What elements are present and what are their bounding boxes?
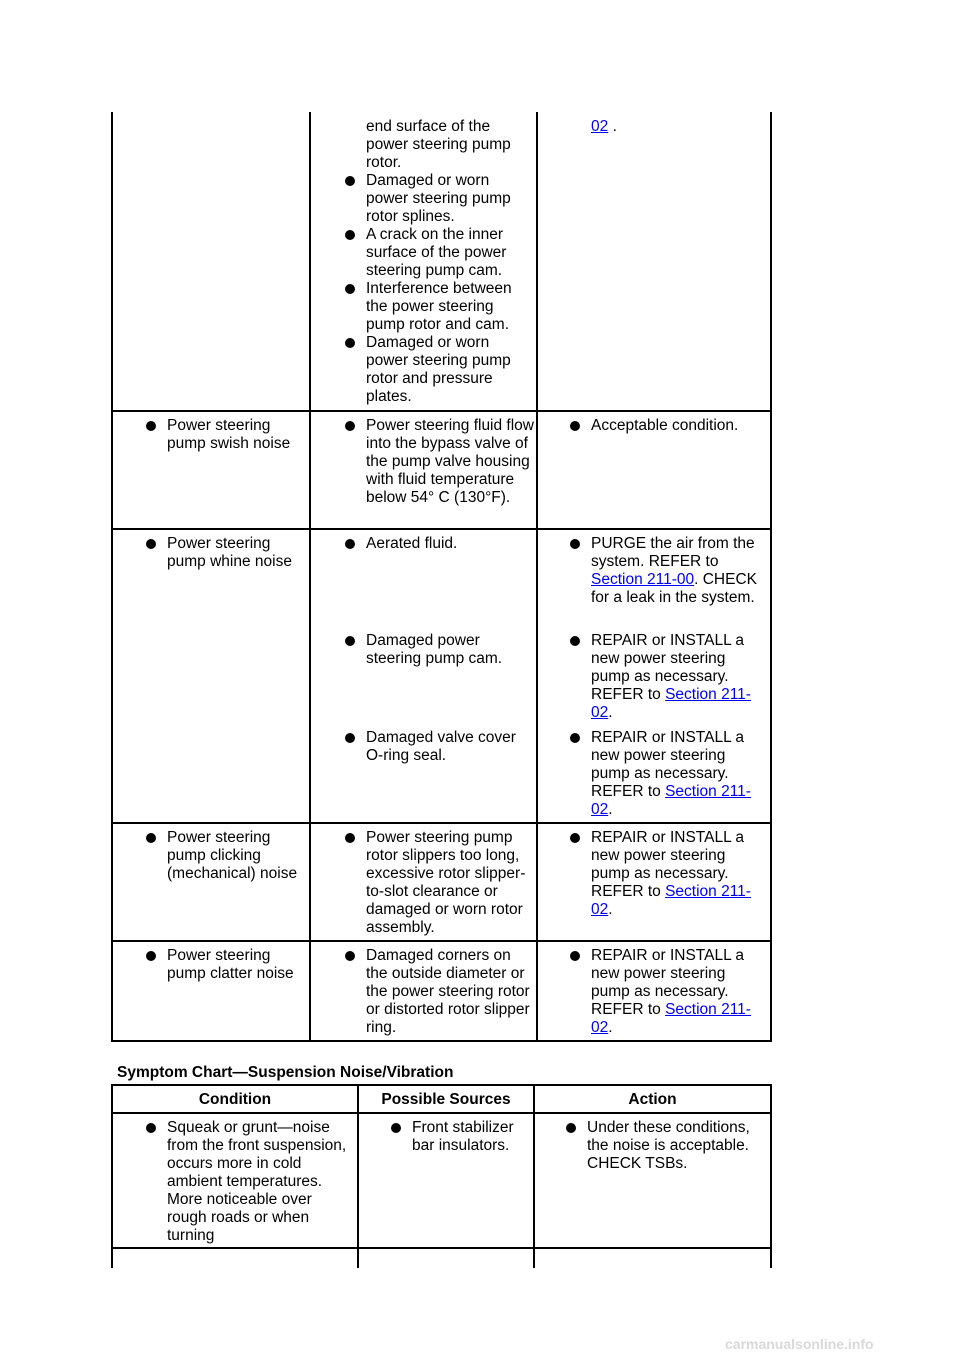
action-cell bbox=[563, 417, 768, 435]
table-border-right bbox=[770, 112, 772, 1042]
row-separator bbox=[111, 410, 772, 412]
source-cell bbox=[338, 632, 534, 668]
list-item: REPAIR or INSTALL a new power steering pump as necessary. REFER to Section 211-02. bbox=[563, 947, 768, 1037]
list-item: A crack on the inner surface of the power steering pump cam. bbox=[338, 226, 528, 280]
section-link[interactable]: Section 211-02 bbox=[591, 686, 751, 721]
list-item: Under these conditions, the noise is acceptable. CHECK TSBs. bbox=[559, 1119, 767, 1173]
table-border-bottom bbox=[111, 1040, 772, 1042]
section-link[interactable]: Section 211-00 bbox=[591, 571, 695, 588]
table-border-left bbox=[111, 112, 113, 1042]
watermark: carmanualsonline.info bbox=[725, 1336, 874, 1352]
source-cell bbox=[338, 535, 534, 553]
condition-cell bbox=[139, 535, 304, 571]
action-cell bbox=[563, 829, 768, 919]
condition-cell bbox=[139, 1119, 354, 1245]
list-item: Damaged or worn power steering pump rotor and pressure plates. bbox=[338, 334, 528, 406]
list-item: Damaged or worn power steering pump rotor splines. bbox=[338, 172, 528, 226]
list-item: Power steering pump rotor slippers too long, excessive rotor slipper-to-slot clearance or damaged or worn rotor assembly. bbox=[338, 829, 534, 937]
action-cell bbox=[563, 632, 768, 722]
sources-list bbox=[338, 118, 528, 406]
table-border-left bbox=[111, 1084, 113, 1268]
source-cell bbox=[384, 1119, 529, 1155]
list-item: REPAIR or INSTALL a new power steering pump as necessary. REFER to Section 211-02. bbox=[563, 829, 768, 919]
action-cell bbox=[559, 1119, 767, 1173]
condition-cell bbox=[139, 829, 307, 883]
list-item: Interference between the power steering pump rotor and cam. bbox=[338, 280, 528, 334]
list-item: Power steering pump whine noise bbox=[139, 535, 304, 571]
column-header-condition: Condition bbox=[198, 1091, 272, 1108]
section-link[interactable]: Section 211-02 bbox=[591, 1001, 751, 1036]
list-item: PURGE the air from the system. REFER to Section 211-00. CHECK for a leak in the system. bbox=[563, 535, 768, 607]
action-cell bbox=[563, 947, 768, 1037]
table-divider-2 bbox=[536, 112, 538, 1042]
row-separator bbox=[111, 528, 772, 530]
list-item: Power steering pump clatter noise bbox=[139, 947, 304, 983]
list-item: Power steering pump swish noise bbox=[139, 417, 304, 453]
source-cell bbox=[338, 729, 534, 765]
section-link[interactable]: 02 bbox=[591, 118, 609, 135]
condition-cell bbox=[139, 947, 304, 983]
list-item: Squeak or grunt—noise from the front suspension, occurs more in cold ambient temperatures. More noticeable over rough roads or when turning bbox=[139, 1119, 354, 1245]
header-separator bbox=[111, 1112, 772, 1114]
list-item: Front stabilizer bar insulators. bbox=[384, 1119, 529, 1155]
action-cell: 02 . bbox=[591, 118, 617, 135]
table-border-top bbox=[111, 1084, 772, 1086]
table-divider-2 bbox=[533, 1084, 535, 1268]
table-row bbox=[338, 118, 528, 406]
list-item: Power steering pump clicking (mechanical) noise bbox=[139, 829, 307, 883]
table-border-right bbox=[770, 1084, 772, 1268]
source-cell bbox=[338, 829, 534, 937]
source-cell bbox=[338, 417, 534, 507]
table-divider-1 bbox=[357, 1084, 359, 1268]
list-item: REPAIR or INSTALL a new power steering pump as necessary. REFER to Section 211-02. bbox=[563, 632, 768, 722]
column-header-action: Action bbox=[628, 1091, 677, 1108]
list-item: Acceptable condition. bbox=[563, 417, 768, 435]
section-link[interactable]: Section 211-02 bbox=[591, 783, 751, 818]
list-item: Aerated fluid. bbox=[338, 535, 534, 553]
table-divider-1 bbox=[309, 112, 311, 1042]
condition-cell bbox=[139, 417, 304, 453]
row-separator bbox=[111, 1247, 772, 1249]
list-item: Damaged corners on the outside diameter or the power steering rotor or distorted rotor slipper ring. bbox=[338, 947, 534, 1037]
section-link[interactable]: Section 211-02 bbox=[591, 883, 751, 918]
list-item: end surface of the power steering pump rotor. bbox=[366, 118, 511, 171]
row-separator bbox=[111, 822, 772, 824]
source-cell bbox=[338, 947, 534, 1037]
row-separator bbox=[111, 940, 772, 942]
section-title: Symptom Chart—Suspension Noise/Vibration bbox=[117, 1064, 454, 1081]
list-item: Damaged power steering pump cam. bbox=[338, 632, 534, 668]
list-item: REPAIR or INSTALL a new power steering pump as necessary. REFER to Section 211-02. bbox=[563, 729, 768, 819]
action-cell bbox=[563, 535, 768, 607]
list-item: Damaged valve cover O-ring seal. bbox=[338, 729, 534, 765]
list-item: Power steering fluid flow into the bypass valve of the pump valve housing with fluid temperature below 54° C (130°F). bbox=[338, 417, 534, 507]
column-header-sources: Possible Sources bbox=[381, 1091, 511, 1108]
action-cell bbox=[563, 729, 768, 819]
